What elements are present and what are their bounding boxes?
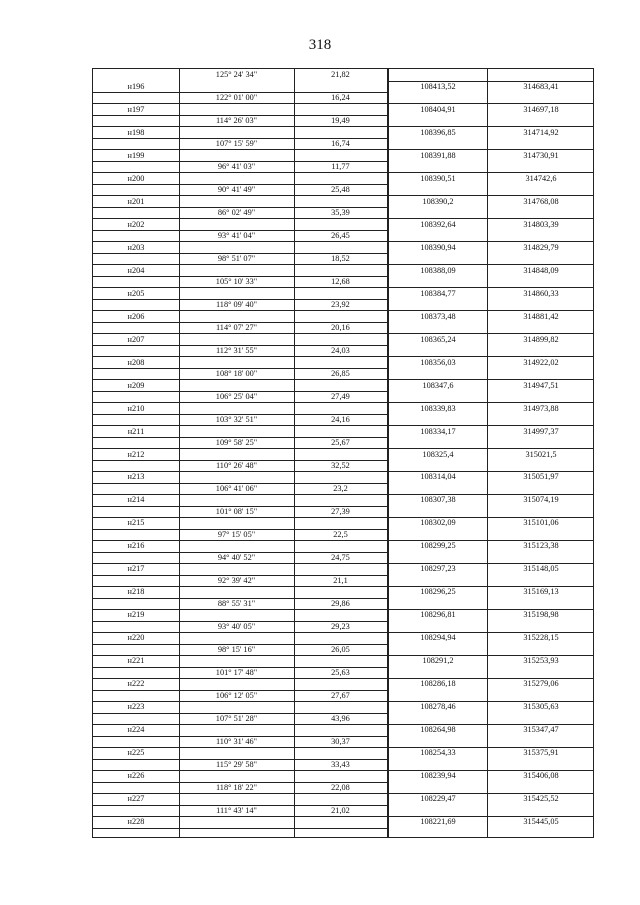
direction-angle: 108° 18' 00" <box>215 369 258 379</box>
coordinate-y: 314829,79 <box>523 242 559 252</box>
direction-angle: 106° 41' 06" <box>215 483 258 493</box>
point-name: н198 <box>127 127 145 137</box>
point-name: н208 <box>127 357 145 367</box>
coordinate-x: 108413,52 <box>420 81 456 91</box>
coordinate-x: 108396,85 <box>420 127 456 137</box>
direction-angle: 101° 17' 48" <box>215 667 258 677</box>
direction-angle: 92° 39' 42" <box>217 575 256 585</box>
segment-length: 25,63 <box>331 667 350 677</box>
segment-length: 22,08 <box>331 782 350 792</box>
coordinate-y: 315123,38 <box>523 541 559 551</box>
point-name: н226 <box>127 771 145 781</box>
coordinate-x: 108390,94 <box>420 242 456 252</box>
coordinate-y: 314973,88 <box>523 403 559 413</box>
coordinate-x: 108339,83 <box>420 403 456 413</box>
point-name: н217 <box>127 564 145 574</box>
coordinate-y: 315375,91 <box>523 748 559 758</box>
coordinate-x: 108302,09 <box>420 518 456 528</box>
direction-angle: 107° 15' 59" <box>215 139 258 149</box>
coordinate-x: 108392,64 <box>420 219 456 229</box>
direction-angle: 125° 24' 34" <box>215 69 258 79</box>
point-name: н220 <box>127 633 145 643</box>
coordinate-y: 315198,98 <box>523 610 559 620</box>
segment-length: 27,67 <box>331 690 350 700</box>
coordinate-y: 314860,33 <box>523 288 559 298</box>
segment-length: 26,45 <box>331 231 350 241</box>
coordinate-x: 108286,18 <box>420 679 456 689</box>
coordinate-y: 315021,5 <box>525 449 557 459</box>
segment-length: 18,52 <box>331 254 350 264</box>
direction-angle: 114° 26' 03" <box>215 116 258 126</box>
segment-length: 16,74 <box>331 139 350 149</box>
segment-length: 24,16 <box>331 415 350 425</box>
coordinate-x: 108404,91 <box>420 104 456 114</box>
coordinate-y: 315228,15 <box>523 633 559 643</box>
segment-length: 24,75 <box>331 552 350 562</box>
point-name: н216 <box>127 541 145 551</box>
point-name: н222 <box>127 679 145 689</box>
coordinate-x: 108299,25 <box>420 541 456 551</box>
segment-length: 27,49 <box>331 392 350 402</box>
segment-length: 21,02 <box>331 805 350 815</box>
coordinate-y: 315445,05 <box>523 817 559 827</box>
coordinate-y: 315253,93 <box>523 656 559 666</box>
point-name: н204 <box>127 265 145 275</box>
segment-length: 29,86 <box>331 598 350 608</box>
point-name: н209 <box>127 380 145 390</box>
direction-angle: 94° 40' 52" <box>217 552 256 562</box>
point-name: н218 <box>127 587 145 597</box>
coordinate-y: 314730,91 <box>523 150 559 160</box>
direction-angle: 93° 41' 04" <box>217 231 256 241</box>
direction-angle: 93° 40' 05" <box>217 621 256 631</box>
point-name: н219 <box>127 610 145 620</box>
coordinate-x: 108221,69 <box>420 817 456 827</box>
direction-angle: 107° 51' 28" <box>215 713 258 723</box>
segment-length: 24,03 <box>331 346 350 356</box>
point-name: н221 <box>127 656 145 666</box>
coordinate-x: 108373,48 <box>420 311 456 321</box>
segment-length: 32,52 <box>331 460 350 470</box>
coordinate-x: 108254,33 <box>420 748 456 758</box>
coordinate-y: 314881,42 <box>523 311 559 321</box>
page-number: 318 <box>308 37 332 53</box>
point-name: н203 <box>127 242 145 252</box>
segment-length: 16,24 <box>331 93 350 103</box>
coordinate-x: 108390,2 <box>422 196 454 206</box>
direction-angle: 110° 26' 48" <box>215 460 258 470</box>
direction-angle: 103° 32' 51" <box>215 415 258 425</box>
coordinate-x: 108390,51 <box>420 173 456 183</box>
point-name: н210 <box>127 403 145 413</box>
direction-angle: 105° 10' 33" <box>215 277 258 287</box>
coordinate-y: 315279,06 <box>523 679 559 689</box>
segment-length: 30,37 <box>331 736 350 746</box>
coordinate-y: 315406,08 <box>523 771 559 781</box>
coordinate-y: 314848,09 <box>523 265 559 275</box>
point-name: н199 <box>127 150 145 160</box>
coordinate-x: 108314,04 <box>420 472 456 482</box>
direction-angle: 88° 55' 31" <box>217 598 256 608</box>
coordinate-x: 108365,24 <box>420 334 456 344</box>
coordinate-x: 108297,23 <box>420 564 456 574</box>
point-name: н207 <box>127 334 145 344</box>
segment-length: 11,77 <box>331 162 350 172</box>
segment-length: 26,05 <box>331 644 350 654</box>
coordinate-y: 314997,37 <box>523 426 559 436</box>
direction-angle: 110° 31' 46" <box>215 736 258 746</box>
coordinate-x: 108264,98 <box>420 725 456 735</box>
coordinate-x: 108229,47 <box>420 794 456 804</box>
segment-length: 25,67 <box>331 438 350 447</box>
coordinate-x: 108347,6 <box>422 380 454 390</box>
segment-length: 35,39 <box>331 208 350 218</box>
direction-angle: 115° 29' 58" <box>215 759 258 769</box>
coordinate-y: 314768,08 <box>523 196 559 206</box>
segment-length: 23,92 <box>331 300 350 310</box>
direction-angle: 98° 51' 07" <box>217 254 256 264</box>
coordinate-y: 314714,92 <box>523 127 559 137</box>
coordinate-y: 315148,05 <box>523 564 559 574</box>
point-name: н212 <box>127 449 145 459</box>
coordinate-x: 108391,88 <box>420 150 456 160</box>
direction-angle: 106° 25' 04" <box>215 392 258 402</box>
segment-length: 23,2 <box>333 483 348 493</box>
direction-angle: 98° 15' 16" <box>217 644 256 654</box>
segment-length: 22,5 <box>333 529 348 539</box>
direction-angle: 111° 43' 14" <box>216 805 257 815</box>
segment-length: 29,23 <box>331 621 350 631</box>
point-name: н228 <box>127 817 145 827</box>
coordinate-x: 108294,94 <box>420 633 456 643</box>
coordinate-x: 108296,81 <box>420 610 456 620</box>
direction-angle: 112° 31' 55" <box>215 346 258 356</box>
point-name: н223 <box>127 702 145 712</box>
segment-length: 19,49 <box>331 116 350 126</box>
coordinate-y: 315051,97 <box>523 472 559 482</box>
segment-length: 33,43 <box>331 759 350 769</box>
coordinate-y: 315425,52 <box>523 794 559 804</box>
segment-length: 43,96 <box>331 713 350 723</box>
coordinate-x: 108334,17 <box>420 426 456 436</box>
coordinate-x: 108384,77 <box>420 288 456 298</box>
coordinate-y: 315305,63 <box>523 702 559 712</box>
coordinate-x: 108325,4 <box>422 449 454 459</box>
direction-angle: 114° 07' 27" <box>215 323 258 333</box>
point-name: н225 <box>127 748 145 758</box>
direction-angle: 118° 09' 40" <box>215 300 258 310</box>
point-name: н197 <box>127 104 145 114</box>
segment-length: 25,48 <box>331 185 350 195</box>
point-name: н227 <box>127 794 145 804</box>
coordinate-y: 315101,06 <box>523 518 559 528</box>
coordinate-x: 108388,09 <box>420 265 456 275</box>
coordinate-x: 108307,38 <box>420 495 456 505</box>
direction-angle: 90° 41' 49" <box>217 185 256 195</box>
segment-length: 21,82 <box>331 69 350 79</box>
point-name: н201 <box>127 196 145 206</box>
point-name: н213 <box>127 472 145 482</box>
point-name: н200 <box>127 173 145 183</box>
coordinate-y: 315347,47 <box>523 725 559 735</box>
direction-angle: 97° 15' 05" <box>217 529 256 539</box>
direction-angle: 101° 08' 15" <box>215 506 258 516</box>
point-name: н215 <box>127 518 145 528</box>
coordinate-y: 314742,6 <box>525 173 557 183</box>
segment-length: 26,85 <box>331 369 350 379</box>
coordinate-y: 314947,51 <box>523 380 559 390</box>
direction-angle: 106° 12' 05" <box>215 690 258 700</box>
point-name: н214 <box>127 495 145 505</box>
point-name: н224 <box>127 725 145 735</box>
row-divider <box>93 828 387 829</box>
point-name: н202 <box>127 219 145 229</box>
coordinate-y: 314922,02 <box>523 357 559 367</box>
point-name: н211 <box>127 426 145 436</box>
direction-angle: 118° 18' 22" <box>215 782 258 792</box>
coordinate-y: 315074,19 <box>523 495 559 505</box>
coordinate-y: 314697,18 <box>523 104 559 114</box>
direction-angle: 96° 41' 03" <box>217 162 256 172</box>
coordinate-y: 314899,82 <box>523 334 559 344</box>
segment-length: 12,68 <box>331 277 350 287</box>
segment-length: 27,39 <box>331 506 350 516</box>
coordinate-x: 108278,46 <box>420 702 456 712</box>
coordinate-x: 108296,25 <box>420 587 456 597</box>
segment-length: 21,1 <box>333 575 348 585</box>
coordinate-x: 108356,03 <box>420 357 456 367</box>
direction-angle: 122° 01' 00" <box>215 93 258 103</box>
point-name: н206 <box>127 311 145 321</box>
coordinate-y: 315169,13 <box>523 587 559 597</box>
coordinate-x: 108291,2 <box>422 656 454 666</box>
coordinate-x: 108239,94 <box>420 771 456 781</box>
coordinate-y: 314683,41 <box>523 81 559 91</box>
coordinates-table <box>92 68 594 838</box>
coordinate-y: 314803,39 <box>523 219 559 229</box>
segment-length: 20,16 <box>331 323 350 333</box>
direction-angle: 109° 58' 25" <box>215 438 258 447</box>
point-name: н205 <box>127 288 145 298</box>
direction-angle: 86° 02' 49" <box>217 208 256 218</box>
point-name: н196 <box>127 81 145 91</box>
